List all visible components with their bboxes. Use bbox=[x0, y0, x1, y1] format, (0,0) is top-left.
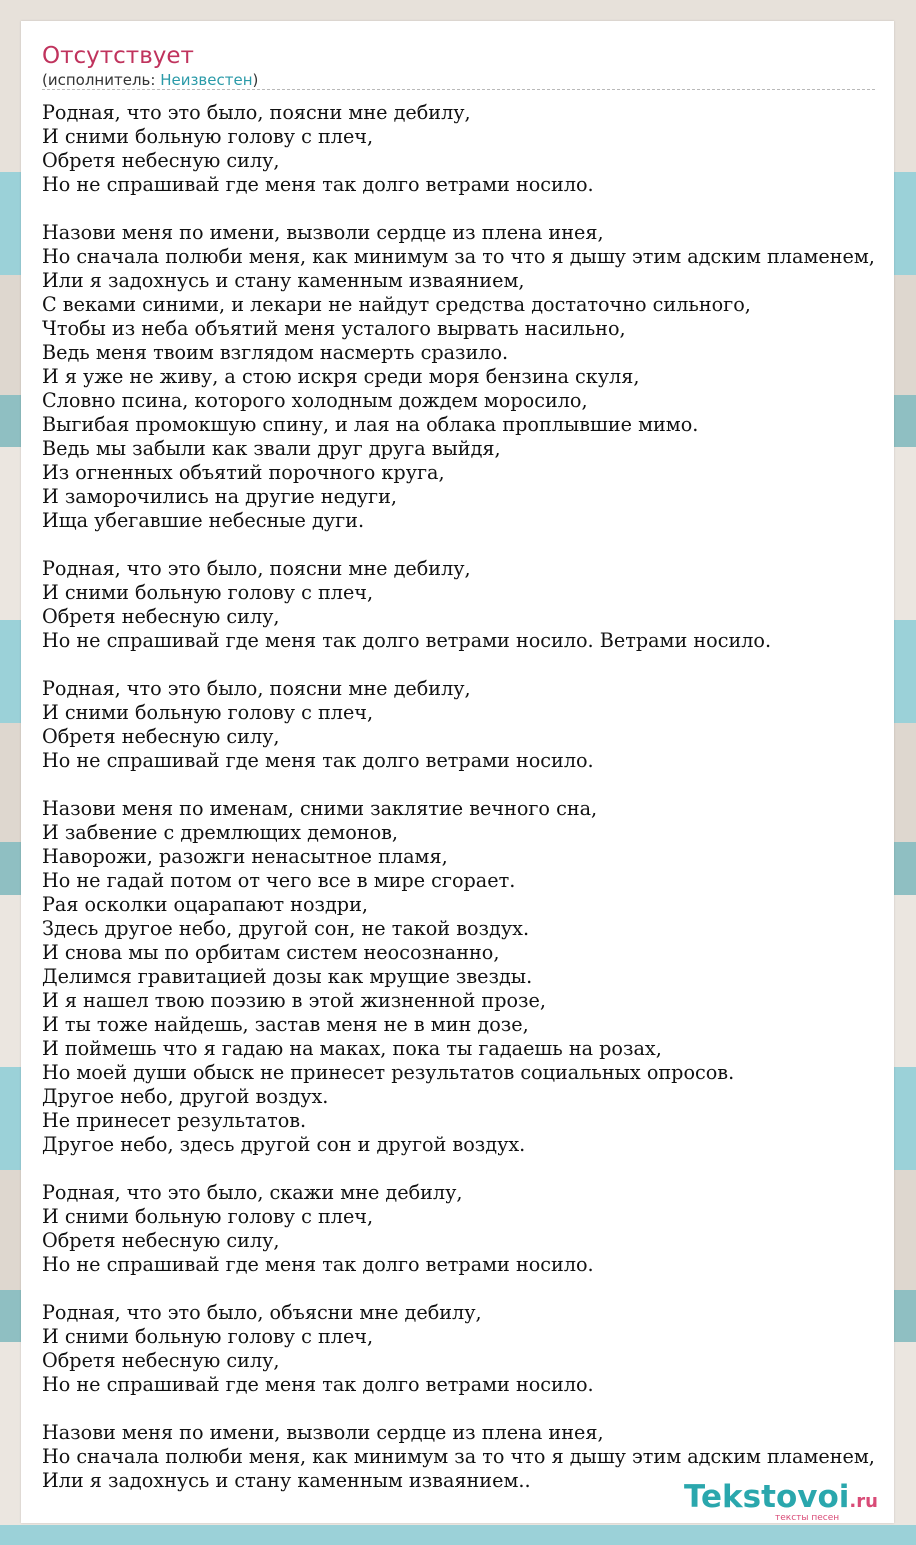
lyric-line: Или я задохнусь и стану каменным изваянием.. bbox=[42, 1469, 531, 1492]
stanza bbox=[42, 1181, 892, 1277]
lyric-line: Но сначала полюби меня, как минимум за то что я дышу этим адским пламенем, bbox=[42, 1445, 875, 1468]
lyric-line: Другое небо, здесь другой сон и другой воздух. bbox=[42, 1133, 526, 1156]
lyric-line: Но сначала полюби меня, как минимум за то что я дышу этим адским пламенем, bbox=[42, 245, 875, 268]
lyric-line: Назови меня по именам, сними заклятие вечного сна, bbox=[42, 797, 598, 820]
stanza bbox=[42, 797, 892, 1157]
lyric-line: Выгибая промокшую спину, и лая на облака проплывшие мимо. bbox=[42, 413, 699, 436]
lyric-line: И сними больную голову с плеч, bbox=[42, 1205, 374, 1228]
lyric-line: Другое небо, другой воздух. bbox=[42, 1085, 329, 1108]
lyrics-text bbox=[42, 101, 892, 1517]
lyric-line: Обретя небесную силу, bbox=[42, 605, 280, 628]
artist-prefix: (исполнитель: bbox=[42, 71, 161, 89]
lyric-line: Делимся гравитацией дозы как мрущие звезды. bbox=[42, 965, 533, 988]
stanza bbox=[42, 677, 892, 773]
lyric-line: Обретя небесную силу, bbox=[42, 725, 280, 748]
lyric-line: Чтобы из неба объятий меня усталого вырвать насильно, bbox=[42, 317, 626, 340]
lyric-line: Ища убегавшие небесные дуги. bbox=[42, 509, 365, 532]
logo-name: Tekstovoi bbox=[684, 1479, 850, 1515]
lyric-line: Не принесет результатов. bbox=[42, 1109, 307, 1132]
artist-link[interactable]: Неизвестен bbox=[160, 71, 253, 89]
lyric-line: Родная, что это было, объясни мне дебилу, bbox=[42, 1301, 482, 1324]
lyric-line: И забвение с дремлющих демонов, bbox=[42, 821, 399, 844]
logo-tld: .ru bbox=[849, 1491, 878, 1512]
lyric-line: Родная, что это было, скажи мне дебилу, bbox=[42, 1181, 463, 1204]
lyric-line: И я нашел твою поэзию в этой жизненной прозе, bbox=[42, 989, 546, 1012]
site-logo[interactable] bbox=[684, 1478, 894, 1523]
stanza bbox=[42, 221, 892, 533]
lyric-line: Обретя небесную силу, bbox=[42, 1229, 280, 1252]
artist-line bbox=[42, 70, 258, 90]
stanza bbox=[42, 557, 892, 653]
lyric-line: И сними больную голову с плеч, bbox=[42, 581, 374, 604]
lyric-line: Обретя небесную силу, bbox=[42, 149, 280, 172]
lyric-line: Наворожи, разожги ненасытное пламя, bbox=[42, 845, 448, 868]
lyric-line: Но не спрашивай где меня так долго ветрами носило. bbox=[42, 1373, 594, 1396]
lyric-line: И ты тоже найдешь, застав меня не в мин дозе, bbox=[42, 1013, 529, 1036]
lyric-line: Из огненных объятий порочного круга, bbox=[42, 461, 445, 484]
lyric-line: Или я задохнусь и стану каменным изваянием, bbox=[42, 269, 525, 292]
lyric-line: И снова мы по орбитам систем неосознанно, bbox=[42, 941, 500, 964]
lyric-line: Но моей души обыск не принесет результатов социальных опросов. bbox=[42, 1061, 735, 1084]
logo-tagline: тексты песен bbox=[775, 1513, 840, 1523]
lyric-line: И поймешь что я гадаю на маках, пока ты гадаешь на розах, bbox=[42, 1037, 662, 1060]
lyric-line: С веками синими, и лекари не найдут средства достаточно сильного, bbox=[42, 293, 751, 316]
song-title: Отсутствует bbox=[42, 43, 194, 69]
lyric-line: Но не гадай потом от чего все в мире сгорает. bbox=[42, 869, 516, 892]
lyric-line: И сними больную голову с плеч, bbox=[42, 125, 374, 148]
lyric-line: Родная, что это было, поясни мне дебилу, bbox=[42, 557, 471, 580]
lyric-line: Родная, что это было, поясни мне дебилу, bbox=[42, 677, 471, 700]
lyric-line: И заморочились на другие недуги, bbox=[42, 485, 397, 508]
lyric-line: Назови меня по имени, вызволи сердце из плена инея, bbox=[42, 1421, 604, 1444]
lyric-line: Обретя небесную силу, bbox=[42, 1349, 280, 1372]
lyric-line: И сними больную голову с плеч, bbox=[42, 701, 374, 724]
artist-suffix: ) bbox=[252, 71, 259, 89]
lyric-line: Но не спрашивай где меня так долго ветрами носило. bbox=[42, 749, 594, 772]
lyric-line: Здесь другое небо, другой сон, не такой воздух. bbox=[42, 917, 530, 940]
lyric-line: Ведь меня твоим взглядом насмерть сразило. bbox=[42, 341, 509, 364]
lyric-line: Ведь мы забыли как звали друг друга выйдя, bbox=[42, 437, 501, 460]
lyric-line: И я уже не живу, а стою искря среди моря бензина скуля, bbox=[42, 365, 640, 388]
stanza bbox=[42, 1301, 892, 1397]
lyrics-card bbox=[21, 21, 894, 1523]
lyric-line: Но не спрашивай где меня так долго ветрами носило. bbox=[42, 173, 594, 196]
stanza bbox=[42, 101, 892, 197]
lyric-line: Родная, что это было, поясни мне дебилу, bbox=[42, 101, 471, 124]
lyric-line: И сними больную голову с плеч, bbox=[42, 1325, 374, 1348]
title-divider bbox=[42, 89, 875, 90]
lyric-line: Но не спрашивай где меня так долго ветрами носило. Ветрами носило. bbox=[42, 629, 772, 652]
lyric-line: Назови меня по имени, вызволи сердце из плена инея, bbox=[42, 221, 604, 244]
lyric-line: Но не спрашивай где меня так долго ветрами носило. bbox=[42, 1253, 594, 1276]
lyric-line: Словно псина, которого холодным дождем моросило, bbox=[42, 389, 588, 412]
lyric-line: Рая осколки оцарапают ноздри, bbox=[42, 893, 368, 916]
